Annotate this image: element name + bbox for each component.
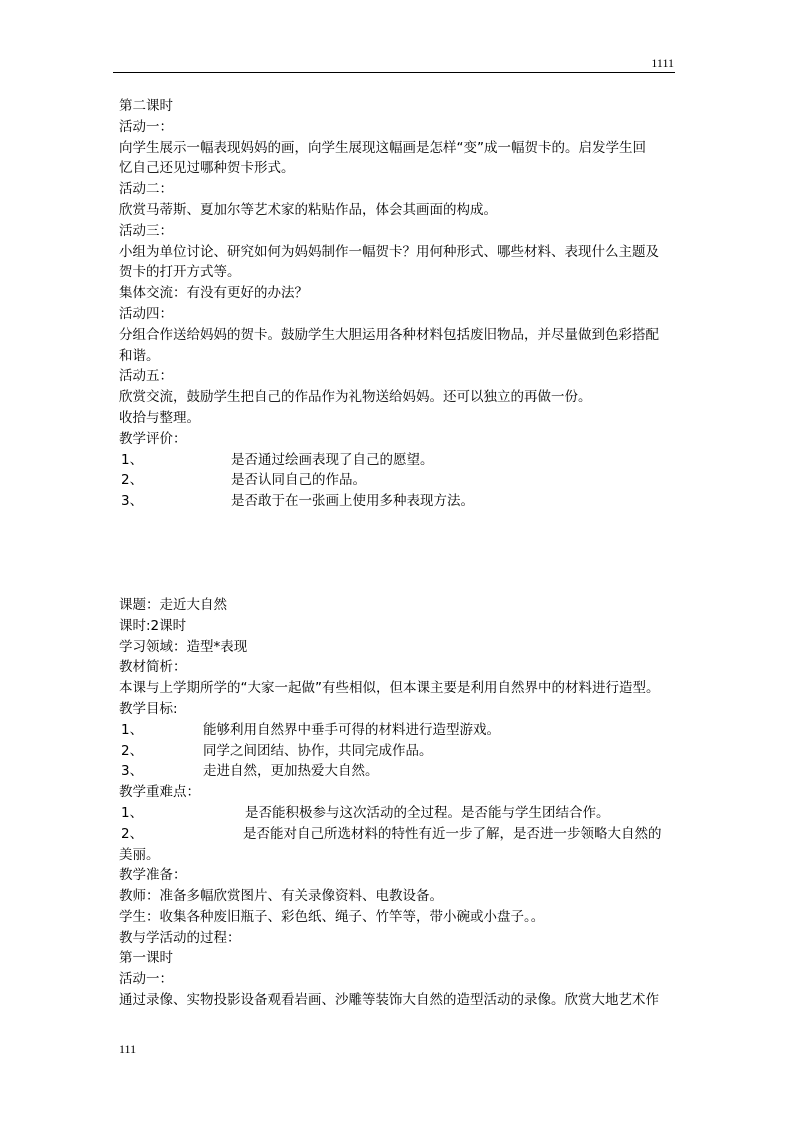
prep-teacher: 教师：准备多幅欣赏图片、有关录像资料、电教设备。 xyxy=(119,888,443,905)
process-heading: 教与学活动的过程： xyxy=(119,929,241,946)
learning-domain: 学习领域：造型*表现 xyxy=(119,638,248,655)
text-line: 第二课时 xyxy=(119,98,173,114)
item-text: 是否认同自己的作品。 xyxy=(231,472,366,489)
text-line: 欣赏交流，鼓励学生把自己的作品作为礼物送给妈妈。还可以独立的再做一份。 xyxy=(119,389,592,406)
item-number: 3、 xyxy=(121,763,144,780)
text-line: 小组为单位讨论、研究如何为妈妈制作一幅贺卡？用何种形式、哪些材料、表现什么主题及 xyxy=(119,243,659,260)
text-line: 活动一： xyxy=(119,118,173,135)
prep-heading: 教学准备： xyxy=(119,867,187,884)
header-page-number: 1111 xyxy=(651,56,674,70)
analysis-text: 本课与上学期所学的“大家一起做”有些相似，但本课主要是利用自然界中的材料进行造型。 xyxy=(119,680,660,697)
text-line: 活动四： xyxy=(119,305,173,322)
text-line: 欣赏马蒂斯、夏加尔等艺术家的粘贴作品，体会其画面的构成。 xyxy=(119,201,497,218)
section-lesson-two xyxy=(119,96,679,450)
item-number: 1、 xyxy=(121,451,144,468)
item-text: 能够利用自然界中垂手可得的材料进行造型游戏。 xyxy=(203,721,500,738)
text-line: 贺卡的打开方式等。 xyxy=(119,264,241,281)
text-line: 收拾与整理。 xyxy=(119,409,200,426)
text-line: 活动三： xyxy=(119,222,173,239)
text-line: 活动五： xyxy=(119,368,173,385)
item-number: 1、 xyxy=(121,804,144,821)
key-point-continuation: 美丽。 xyxy=(119,846,160,863)
activity-one-text: 通过录像、实物投影设备观看岩画、沙雕等装饰大自然的造型活动的录像。欣赏大地艺术作 xyxy=(119,992,659,1009)
key-points-heading: 教学重难点： xyxy=(119,784,200,801)
text-line: 分组合作送给妈妈的贺卡。鼓励学生大胆运用各种材料包括废旧物品，并尽量做到色彩搭配 xyxy=(119,326,659,343)
lesson-one-heading: 第一课时 xyxy=(119,950,173,967)
goal-item xyxy=(119,761,679,782)
footer-page-number: 111 xyxy=(119,1042,137,1056)
item-text: 是否能对自己所选材料的特性有近一步了解，是否进一步领略大自然的 xyxy=(243,825,662,842)
key-point-item xyxy=(119,824,679,845)
item-number: 2、 xyxy=(121,472,144,489)
blank-space xyxy=(119,512,679,595)
prep-student: 学生：收集各种废旧瓶子、彩色纸、绳子、竹竿等，带小碗或小盘子。。 xyxy=(119,908,545,925)
item-text: 是否能积极参与这次活动的全过程。是否能与学生团结合作。 xyxy=(245,804,610,821)
item-number: 2、 xyxy=(121,825,144,842)
activity-one-heading: 活动一： xyxy=(119,971,173,988)
evaluation-item xyxy=(119,450,679,471)
text-line: 活动二： xyxy=(119,181,173,198)
item-number: 3、 xyxy=(121,493,144,510)
evaluation-item xyxy=(119,470,679,491)
key-point-item xyxy=(119,803,679,824)
item-number: 1、 xyxy=(121,721,144,738)
lesson-topic: 课题：走近大自然 xyxy=(119,596,227,613)
analysis-heading: 教材简析： xyxy=(119,659,187,676)
goal-item xyxy=(119,720,679,741)
goals-heading: 教学目标: xyxy=(119,700,178,717)
item-text: 同学之间团结、协作，共同完成作品。 xyxy=(203,742,433,759)
text-line: 向学生展示一幅表现妈妈的画，向学生展现这幅画是怎样“变”成一幅贺卡的。启发学生回 xyxy=(119,139,646,156)
document-body xyxy=(119,96,679,1011)
item-text: 是否敢于在一张画上使用多种表现方法。 xyxy=(231,493,474,510)
text-line: 忆自己还见过哪种贺卡形式。 xyxy=(119,160,295,177)
item-text: 走进自然，更加热爱大自然。 xyxy=(203,763,379,780)
evaluation-item xyxy=(119,491,679,512)
text-line: 集体交流：有没有更好的办法？ xyxy=(119,285,308,302)
text-line: 和谐。 xyxy=(119,347,160,364)
item-text: 是否通过绘画表现了自己的愿望。 xyxy=(231,451,434,468)
lesson-hours: 课时:2课时 xyxy=(119,617,187,634)
text-line: 教学评价： xyxy=(119,430,187,447)
goal-item xyxy=(119,741,679,762)
header-rule xyxy=(113,72,675,73)
item-number: 2、 xyxy=(121,742,144,759)
